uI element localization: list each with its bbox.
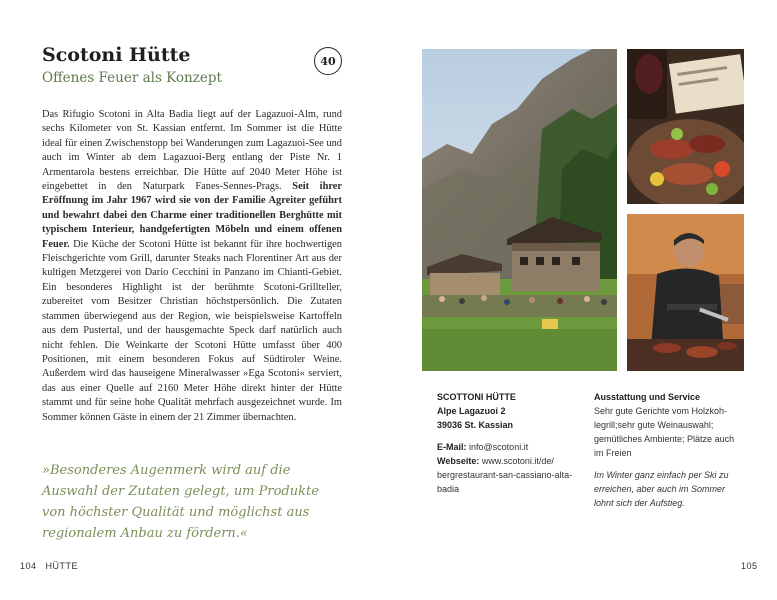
page-subtitle: Offenes Feuer als Konzept <box>42 70 222 86</box>
page-title: Scotoni Hütte <box>42 44 191 66</box>
amenities-line: Sehr gute Gerichte vom Holzkoh- <box>594 406 728 416</box>
website-link-line-1[interactable]: www.scotoni.it/de/ <box>481 456 554 466</box>
body-highlight: Seit ihrer Eröffnung im Jahr 1967 wird sie von der Familie Agreiter geführt und bewahrt dabei den Charme einer traditionellen Berghütte mit typischem Interieur, handgefertigten Möbeln und einem offenen Feuer. <box>42 181 342 250</box>
page-number-right: 105 <box>741 561 758 571</box>
website-link-line-3[interactable]: badia <box>437 484 460 494</box>
email-label: E-Mail: <box>437 442 467 452</box>
pull-quote: »Besonderes Augenmerk wird auf die Auswahl der Zutaten gelegt, um Produkte von höchster Qualität und möglichst aus regionalem Anbau zu fördern.« <box>42 463 319 541</box>
left-page <box>0 0 388 600</box>
page-footer-left <box>20 561 78 571</box>
amenities-heading: Ausstattung und Service <box>594 392 701 402</box>
website-link-line-2[interactable]: bergrestaurant-san-cassiano-alta- <box>437 470 573 480</box>
right-page <box>389 0 777 600</box>
hut-mountain-photo <box>422 49 617 371</box>
grill-plate-photo <box>627 49 744 204</box>
section-label: HÜTTE <box>45 561 79 571</box>
amenities-line: legrill;sehr gute Weinauswahl; <box>594 420 714 430</box>
amenities-note: lohnt sich der Aufstieg. <box>594 498 685 508</box>
body-paragraph-intro: Das Rifugio Scotoni in Alta Badia liegt auf der Lagazuoi-Alm, rund sechs Kilometer von St. Kassian entfernt. Im Sommer ist die Hütte ideal für einen Zwischenstopp bei Wanderungen zum Lagazuoi-See und auch im Winter ab dem Lagazuoi-Berg entlang der Piste Nr. 1 Armentarola bestens erreichbar. Die Hütte auf 2040 Meter Höhe ist eingebettet in den Naturpark Fanes-Sennes-Prags. <box>42 109 342 193</box>
amenities-line: im Freien <box>594 448 632 458</box>
amenities-note: erreichen, aber auch im Sommer <box>594 484 726 494</box>
contact-block <box>437 390 587 496</box>
amenities-line: gemütliches Ambiente; Plätze auch <box>594 434 735 444</box>
amenities-note: Im Winter ganz einfach per Ski zu <box>594 470 729 480</box>
address-city: 39036 St. Kassian <box>437 420 514 430</box>
amenities-block <box>594 390 754 510</box>
entry-number-badge: 40 <box>314 47 342 75</box>
website-label: Webseite: <box>437 456 480 466</box>
venue-name: SCOTTONI HÜTTE <box>437 392 516 402</box>
address-street: Alpe Lagazuoi 2 <box>437 406 506 416</box>
body-paragraph-kitchen: Die Küche der Scotoni Hütte ist bekannt für ihre hochwertigen Fleischgerichte vom Grill, darunter Steaks nach Florentiner Art aus der kultigen Metzgerei von Dario Cecchini in Panzano im Chianti-Gebiet. Ein besonderes Highlight ist der berühmte Scotoni-Grillteller, zubereitet vom Besitzer Christian höchstpersönlich. Die Zutaten stammen überwiegend aus der Region, wie beispielsweise Kartoffeln aus dem Pustertal, und der hausgemachte Speck darf natürlich auch nicht fehlen. Die Weinkarte der Scotoni Hütte umfasst über 400 Positionen, mit einem besonderen Fokus auf Südtiroler Weine. Außerdem wird das hauseigene Mineralwasser »Ega Scotoni« serviert, das aus einer Quelle auf 2160 Meter Höhe direkt hinter der Hütte stammt und für seine hohe Qualität mehrfach ausgezeichnet wurde. Im Sommer können Gäste in einem der 21 Zimmer übernachten. <box>42 238 342 423</box>
chef-grilling-photo <box>627 214 744 371</box>
page-number: 104 <box>20 561 37 571</box>
body-text <box>42 108 342 425</box>
email-link[interactable]: info@scotoni.it <box>469 442 529 452</box>
